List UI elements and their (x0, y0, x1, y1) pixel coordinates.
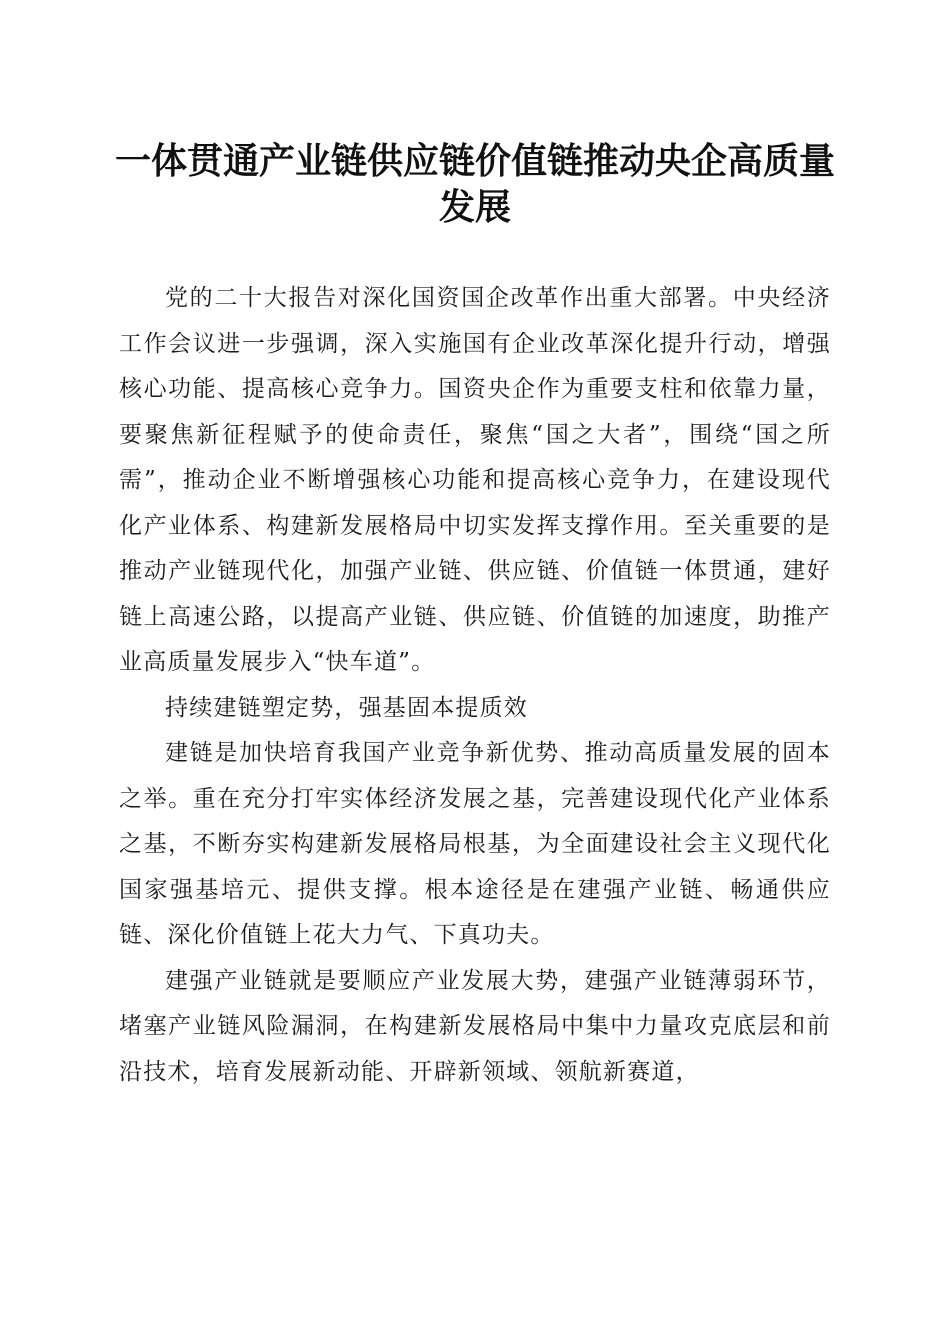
document-title (100, 138, 850, 230)
paragraph-strengthen-chain: 建强产业链就是要顺应产业发展大势，建强产业链薄弱环节，堵塞产业链风险漏洞，在构建新发展格局中集中力量攻克底层和前沿技术，培育发展新动能、开辟新领域、领航新赛道， (119, 967, 831, 1085)
title-line-2: 发展 (438, 186, 511, 228)
document-body (119, 276, 831, 1095)
paragraph-intro: 党的二十大报告对深化国资国企改革作出重大部署。中央经济工作会议进一步强调，深入实施国有企业改革深化提升行动，增强核心功能、提高核心竞争力。国资央企作为重要支柱和依靠力量，要聚焦新征程赋予的使命责任，聚焦“国之大者”，围绕“国之所需”，推动企业不断增强核心功能和提高核心竞争力，在建设现代化产业体系、构建新发展格局中切实发挥支撑作用。至关重要的是推动产业链现代化，加强产业链、供应链、价值链一体贯通，建好链上高速公路，以提高产业链、供应链、价值链的加速度，助推产业高质量发展步入“快车道”。 (119, 285, 831, 675)
paragraph-build-chain: 建链是加快培育我国产业竞争新优势、推动高质量发展的固本之举。重在充分打牢实体经济发展之基，完善建设现代化产业体系之基，不断夯实构建新发展格局根基，为全面建设社会主义现代化国家强基培元、提供支撑。根本途径是在建强产业链、畅通供应链、深化价值链上花大力气、下真功夫。 (119, 740, 831, 948)
title-line-1: 一体贯通产业链供应链价值链推动央企高质量 (114, 140, 835, 182)
section-heading: 持续建链塑定势，强基固本提质效 (165, 694, 528, 721)
